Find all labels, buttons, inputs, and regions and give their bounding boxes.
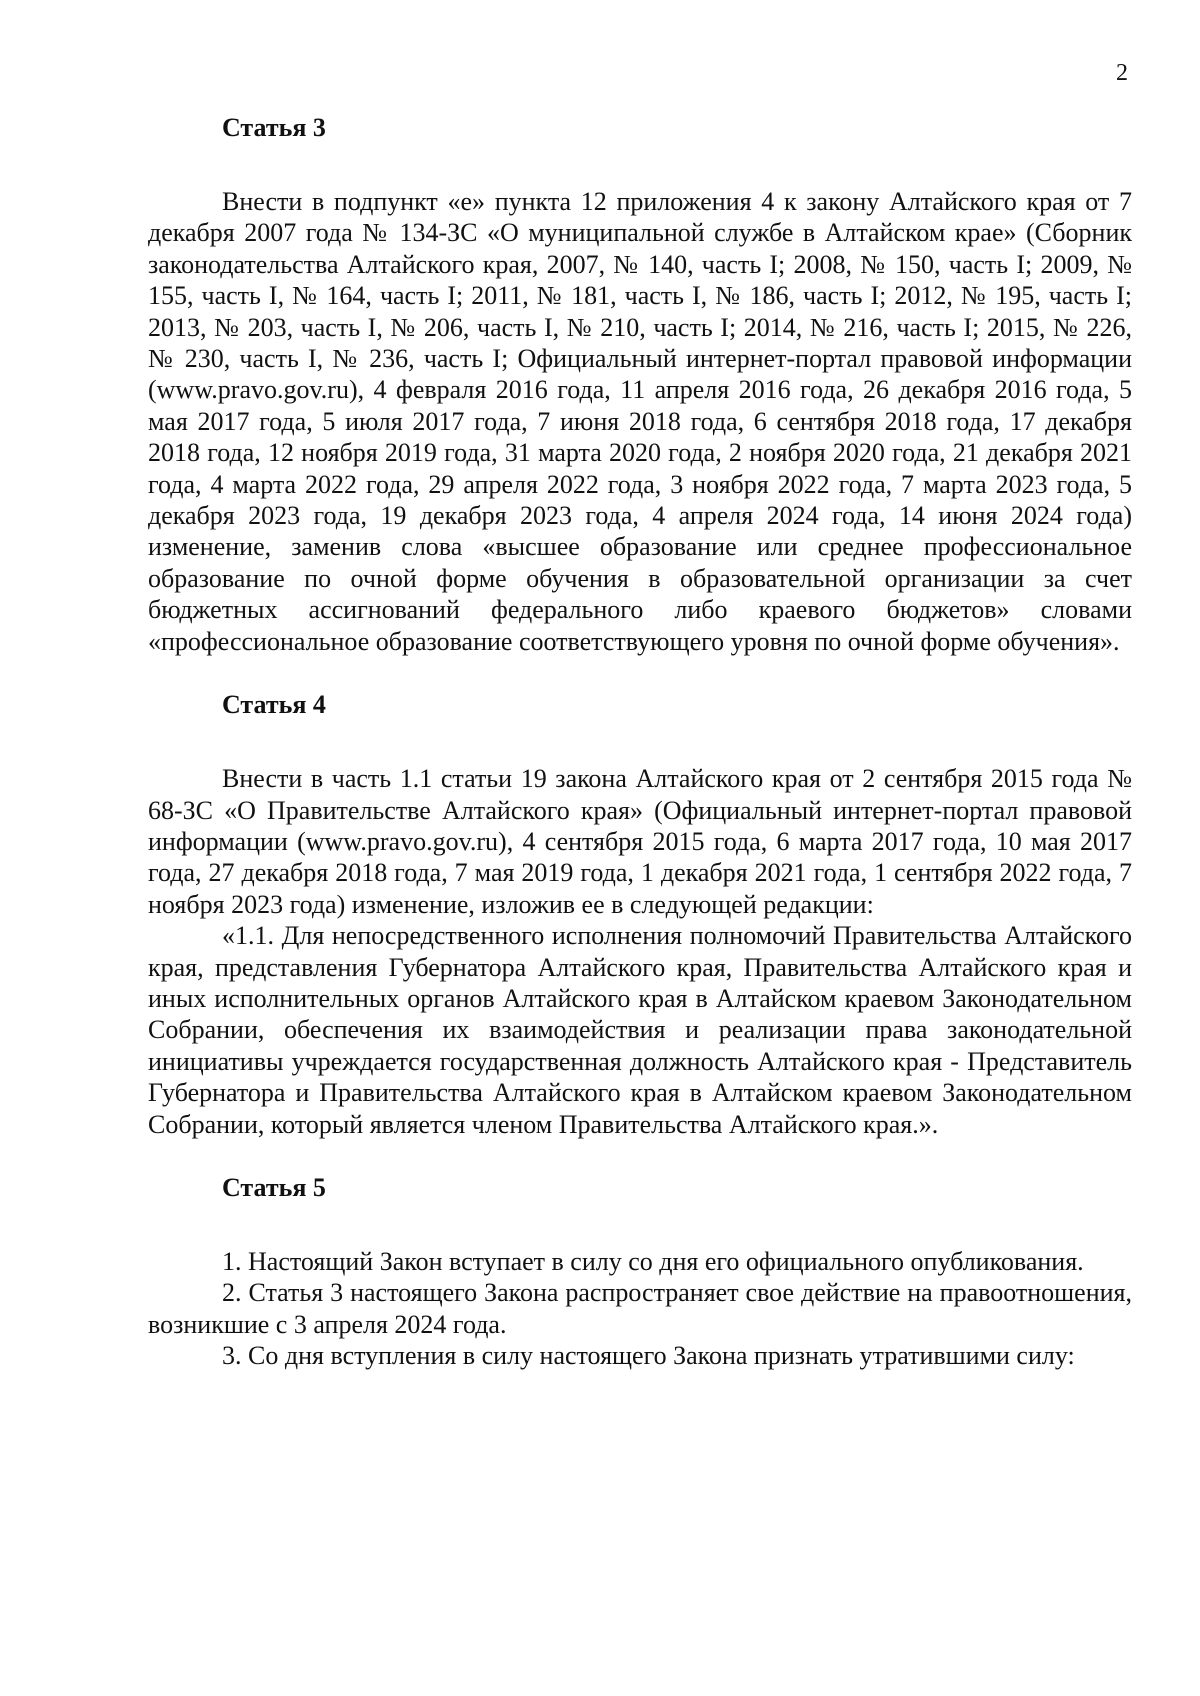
article-4-text: Внести в часть 1.1 статьи 19 закона Алтайского края от 2 сентября 2015 года № 68-ЗС «О Правительстве Алтайского края» (Официальный интернет-портал правовой информации (www.pravo.gov.ru), 4 сентября 2015 года, 6 марта 2017 года, 10 мая 2017 года, 27 декабря 2018 года, 7 мая 2019 года, 1 декабря 2021 года, 1 сентября 2022 года, 7 ноября 2023 года) изменение, изложив ее в следующей редакции: [148,764,1132,919]
article-3-heading: Статья 3 [222,113,326,142]
document-body [148,112,1132,1372]
article-5-heading: Статья 5 [222,1172,326,1202]
article-4 [148,689,1132,1140]
article-4-heading: Статья 4 [222,690,326,720]
article-5-item-2: 2. Статья 3 настоящего Закона распространяет свое действие на правоотношения, возникшие с 3 апреля 2024 года. [148,1278,1132,1339]
page-number: 2 [1116,60,1128,86]
article-4-quote: «1.1. Для непосредственного исполнения полномочий Правительства Алтайского края, представления Губернатора Алтайского края, Правительства Алтайского края и иных исполнительных органов Алтайского края в Алтайском краевом Законодательном Собрании, обеспечения их взаимодействия и реализации права законодательной инициативы учреждается государственная должность Алтайского края - Представитель Губернатора и Правительства Алтайского края в Алтайском краевом Законодательном Собрании, который является членом Правительства Алтайского края.». [148,921,1132,1139]
article-3 [148,112,1132,657]
article-3-text: Внести в подпункт «е» пункта 12 приложения 4 к закону Алтайского края от 7 декабря 2007 года № 134-ЗС «О муниципальной службе в Алтайском крае» (Сборник законодательства Алтайского края, 2007, № 140, часть I; 2008, № 150, часть I; 2009, № 155, часть I, № 164, часть I; 2011, № 181, часть I, № 186, часть I; 2012, № 195, часть I; 2013, № 203, часть I, № 206, часть I, № 210, часть I; 2014, № 216, часть I; 2015, № 226, № 230, часть I, № 236, часть I; Официальный интернет-портал правовой информации (www.pravo.gov.ru), 4 февраля 2016 года, 11 апреля 2016 года, 26 декабря 2016 года, 5 мая 2017 года, 5 июля 2017 года, 7 июня 2018 года, 6 сентября 2018 года, 17 декабря 2018 года, 12 ноября 2019 года, 31 марта 2020 года, 2 ноября 2020 года, 21 декабря 2021 года, 4 марта 2022 года, 29 апреля 2022 года, 3 ноября 2022 года, 7 марта 2023 года, 5 декабря 2023 года, 19 декабря 2023 года, 4 апреля 2024 года, 14 июня 2024 года) изменение, заменив слова «высшее образование или среднее профессиональное образование по очной форме обучения в образовательной организации за счет бюджетных ассигнований федерального либо краевого бюджетов» словами «профессиональное образование соответствующего уровня по очной форме обучения». [148,187,1132,656]
article-5-item-3: 3. Со дня вступления в силу настоящего Закона признать утратившими силу: [222,1341,1075,1371]
article-5-item-1: 1. Настоящий Закон вступает в силу со дня его официального опубликования. [222,1246,1084,1276]
article-5 [148,1172,1132,1372]
